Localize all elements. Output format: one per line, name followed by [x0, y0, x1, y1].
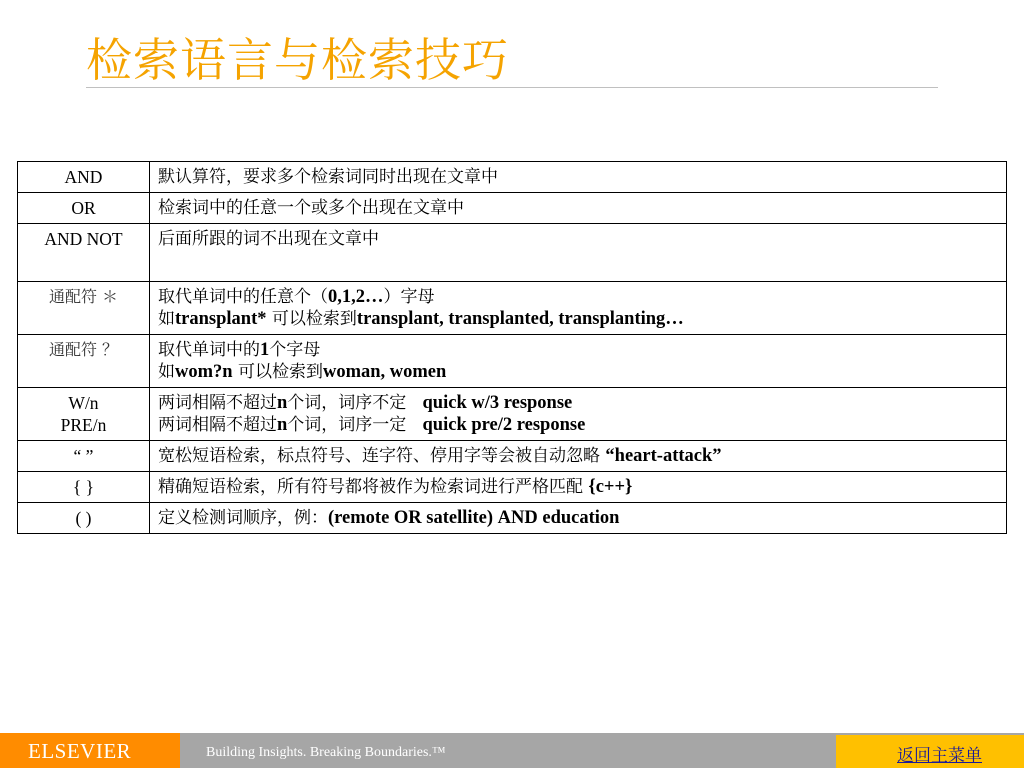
example-text: quick pre/2 response — [422, 415, 586, 435]
operator-label: 通配符 ＊ — [48, 287, 119, 306]
description-text: 精确短语检索，所有符号都将被作为检索词进行严格匹配 — [158, 477, 589, 497]
table-row — [18, 503, 1007, 534]
description-text: 取代单词中的 — [158, 340, 260, 360]
table-row — [18, 441, 1007, 472]
description-line — [158, 445, 998, 467]
operator-label: 通配符 ？ — [48, 340, 119, 359]
example-text: 0,1,2… — [328, 287, 384, 307]
example-text: n — [277, 393, 288, 413]
example-text: “heart-attack” — [605, 446, 722, 466]
description-line — [158, 414, 998, 436]
example-text: (remote OR satellite) AND education — [328, 508, 620, 528]
operator-label: AND — [64, 167, 103, 187]
operator-cell — [18, 282, 150, 335]
description-cell — [150, 503, 1007, 534]
title-divider — [86, 87, 938, 88]
description-cell — [150, 441, 1007, 472]
example-text: {c++} — [588, 477, 633, 497]
table-row — [18, 162, 1007, 193]
footer-tagline: Building Insights. Breaking Boundaries.™ — [206, 745, 446, 760]
description-cell — [150, 282, 1007, 335]
operator-cell — [18, 388, 150, 441]
description-line — [158, 286, 998, 308]
example-text: quick w/3 response — [422, 393, 573, 413]
operator-cell — [18, 224, 150, 282]
description-cell — [150, 472, 1007, 503]
description-text: 取代单词中的任意个（ — [158, 287, 328, 307]
description-text: 宽松短语检索，标点符号、连字符、停用字等会被自动忽略 — [158, 446, 606, 466]
description-text: 两词相隔不超过 — [158, 415, 277, 435]
operator-label: PRE/n — [60, 415, 107, 435]
operator-label: { } — [72, 477, 95, 497]
operator-cell — [18, 335, 150, 388]
operator-label: AND NOT — [44, 229, 123, 249]
back-to-main-menu-link[interactable]: 返回主菜单 — [897, 746, 982, 766]
operator-cell — [18, 503, 150, 534]
example-text: n — [277, 415, 288, 435]
example-text: transplant* — [175, 309, 267, 329]
description-text: 个词，词序不定 — [287, 393, 423, 413]
description-text: 个字母 — [269, 340, 321, 360]
description-text: 默认算符，要求多个检索词同时出现在文章中 — [158, 167, 498, 187]
description-text: 后面所跟的词不出现在文章中 — [158, 229, 379, 249]
description-line — [158, 476, 998, 498]
footer-bar — [0, 733, 1024, 768]
operator-label: W/n — [68, 393, 99, 413]
page-title: 检索语言与检索技巧 — [86, 33, 509, 87]
description-line — [158, 339, 998, 361]
example-text: woman, women — [322, 362, 447, 382]
operator-cell — [18, 441, 150, 472]
operator-label: ( ) — [75, 508, 92, 528]
operators-table — [17, 161, 1007, 534]
description-text: 检索词中的任意一个或多个出现在文章中 — [158, 198, 464, 218]
description-text: 定义检测词顺序，例： — [158, 508, 328, 528]
description-cell — [150, 162, 1007, 193]
logo-box — [0, 733, 180, 768]
operator-cell — [18, 162, 150, 193]
table-row — [18, 472, 1007, 503]
table-row — [18, 335, 1007, 388]
description-line — [158, 197, 998, 219]
description-cell — [150, 224, 1007, 282]
elsevier-logo: ELSEVIER — [28, 739, 132, 763]
description-text: ）字母 — [383, 287, 435, 307]
description-line — [158, 392, 998, 414]
table-row — [18, 388, 1007, 441]
operator-label: “ ” — [73, 446, 94, 466]
description-text: 个词，词序一定 — [287, 415, 423, 435]
menu-box — [836, 735, 1024, 768]
description-line — [158, 507, 998, 529]
example-text: wom?n — [175, 362, 233, 382]
table-row — [18, 282, 1007, 335]
description-line — [158, 308, 998, 330]
operator-label: OR — [71, 198, 96, 218]
operator-cell — [18, 472, 150, 503]
description-text: 如 — [158, 362, 175, 382]
description-text: 如 — [158, 309, 175, 329]
table-row — [18, 193, 1007, 224]
description-cell — [150, 193, 1007, 224]
description-text: 可以检索到 — [266, 309, 357, 329]
operator-cell — [18, 193, 150, 224]
example-text: 1 — [260, 340, 270, 360]
example-text: transplant, transplanted, transplanting… — [356, 309, 684, 329]
description-cell — [150, 388, 1007, 441]
description-line — [158, 228, 998, 250]
description-cell — [150, 335, 1007, 388]
description-text: 可以检索到 — [232, 362, 323, 382]
description-text: 两词相隔不超过 — [158, 393, 277, 413]
description-line — [158, 361, 998, 383]
description-line — [158, 166, 998, 188]
table-row — [18, 224, 1007, 282]
